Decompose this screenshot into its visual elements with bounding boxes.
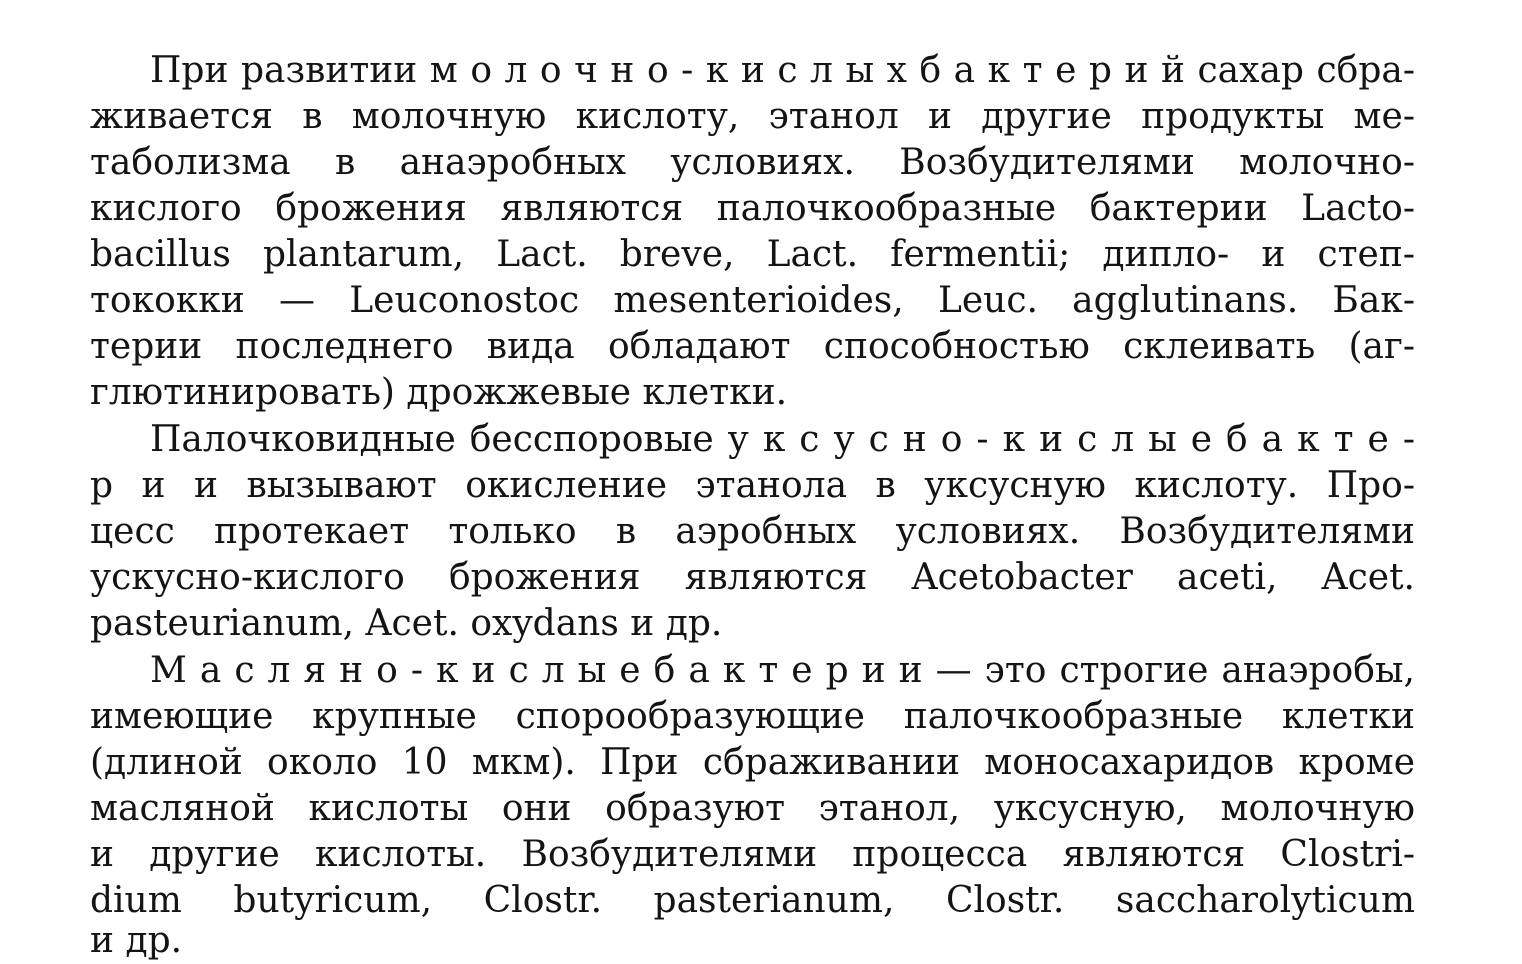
text-line: pasteurianum, Acet. oxydans и др. <box>90 603 723 644</box>
text-line: глютинировать) дрожжевые клетки. <box>90 372 788 413</box>
text-line: (длиной около 10 мкм). При сбраживании моносахаридов кроме <box>90 742 1415 783</box>
text-line: М а с л я н о - к и с л ы е б а к т е р и и — это строгие анаэробы, <box>150 650 1415 691</box>
text-line: р и и вызывают окисление этанола в уксусную кислоту. Про- <box>90 465 1415 506</box>
text-line: ускусно-кислого брожения являются Acetobacter aceti, Acet. <box>90 557 1415 598</box>
text-line: терии последнего вида обладают способностью склеивать (аг- <box>90 326 1415 367</box>
text-line: bacillus plantarum, Lact. breve, Lact. fermentii; дипло- и степ- <box>90 234 1415 275</box>
text-line: таболизма в анаэробных условиях. Возбудителями молочно- <box>90 142 1415 183</box>
text-line: имеющие крупные спорообразующие палочкообразные клетки <box>90 696 1415 737</box>
text-line: и другие кислоты. Возбудителями процесса являются Clostri- <box>90 834 1415 875</box>
text-line: dium butyricum, Clostr. pasterianum, Clostr. saccharolyticum <box>90 880 1415 921</box>
text-line: и др. <box>90 920 183 961</box>
text-line: цесс протекает только в аэробных условиях. Возбудителями <box>90 511 1415 552</box>
text-line: масляной кислоты они образуют этанол, уксусную, молочную <box>90 788 1415 829</box>
text-line: При развитии м о л о ч н о - к и с л ы х б а к т е р и й сахар сбра- <box>150 50 1415 91</box>
text-line: тококки — Leuconostoc mesenterioides, Leuc. agglutinans. Бак- <box>90 280 1415 321</box>
text-line: живается в молочную кислоту, этанол и другие продукты ме- <box>90 96 1415 137</box>
text-line: кислого брожения являются палочкообразные бактерии Lacto- <box>90 188 1415 229</box>
text-line: Палочковидные бесспоровые у к с у с н о - к и с л ы е б а к т е - <box>150 419 1415 460</box>
